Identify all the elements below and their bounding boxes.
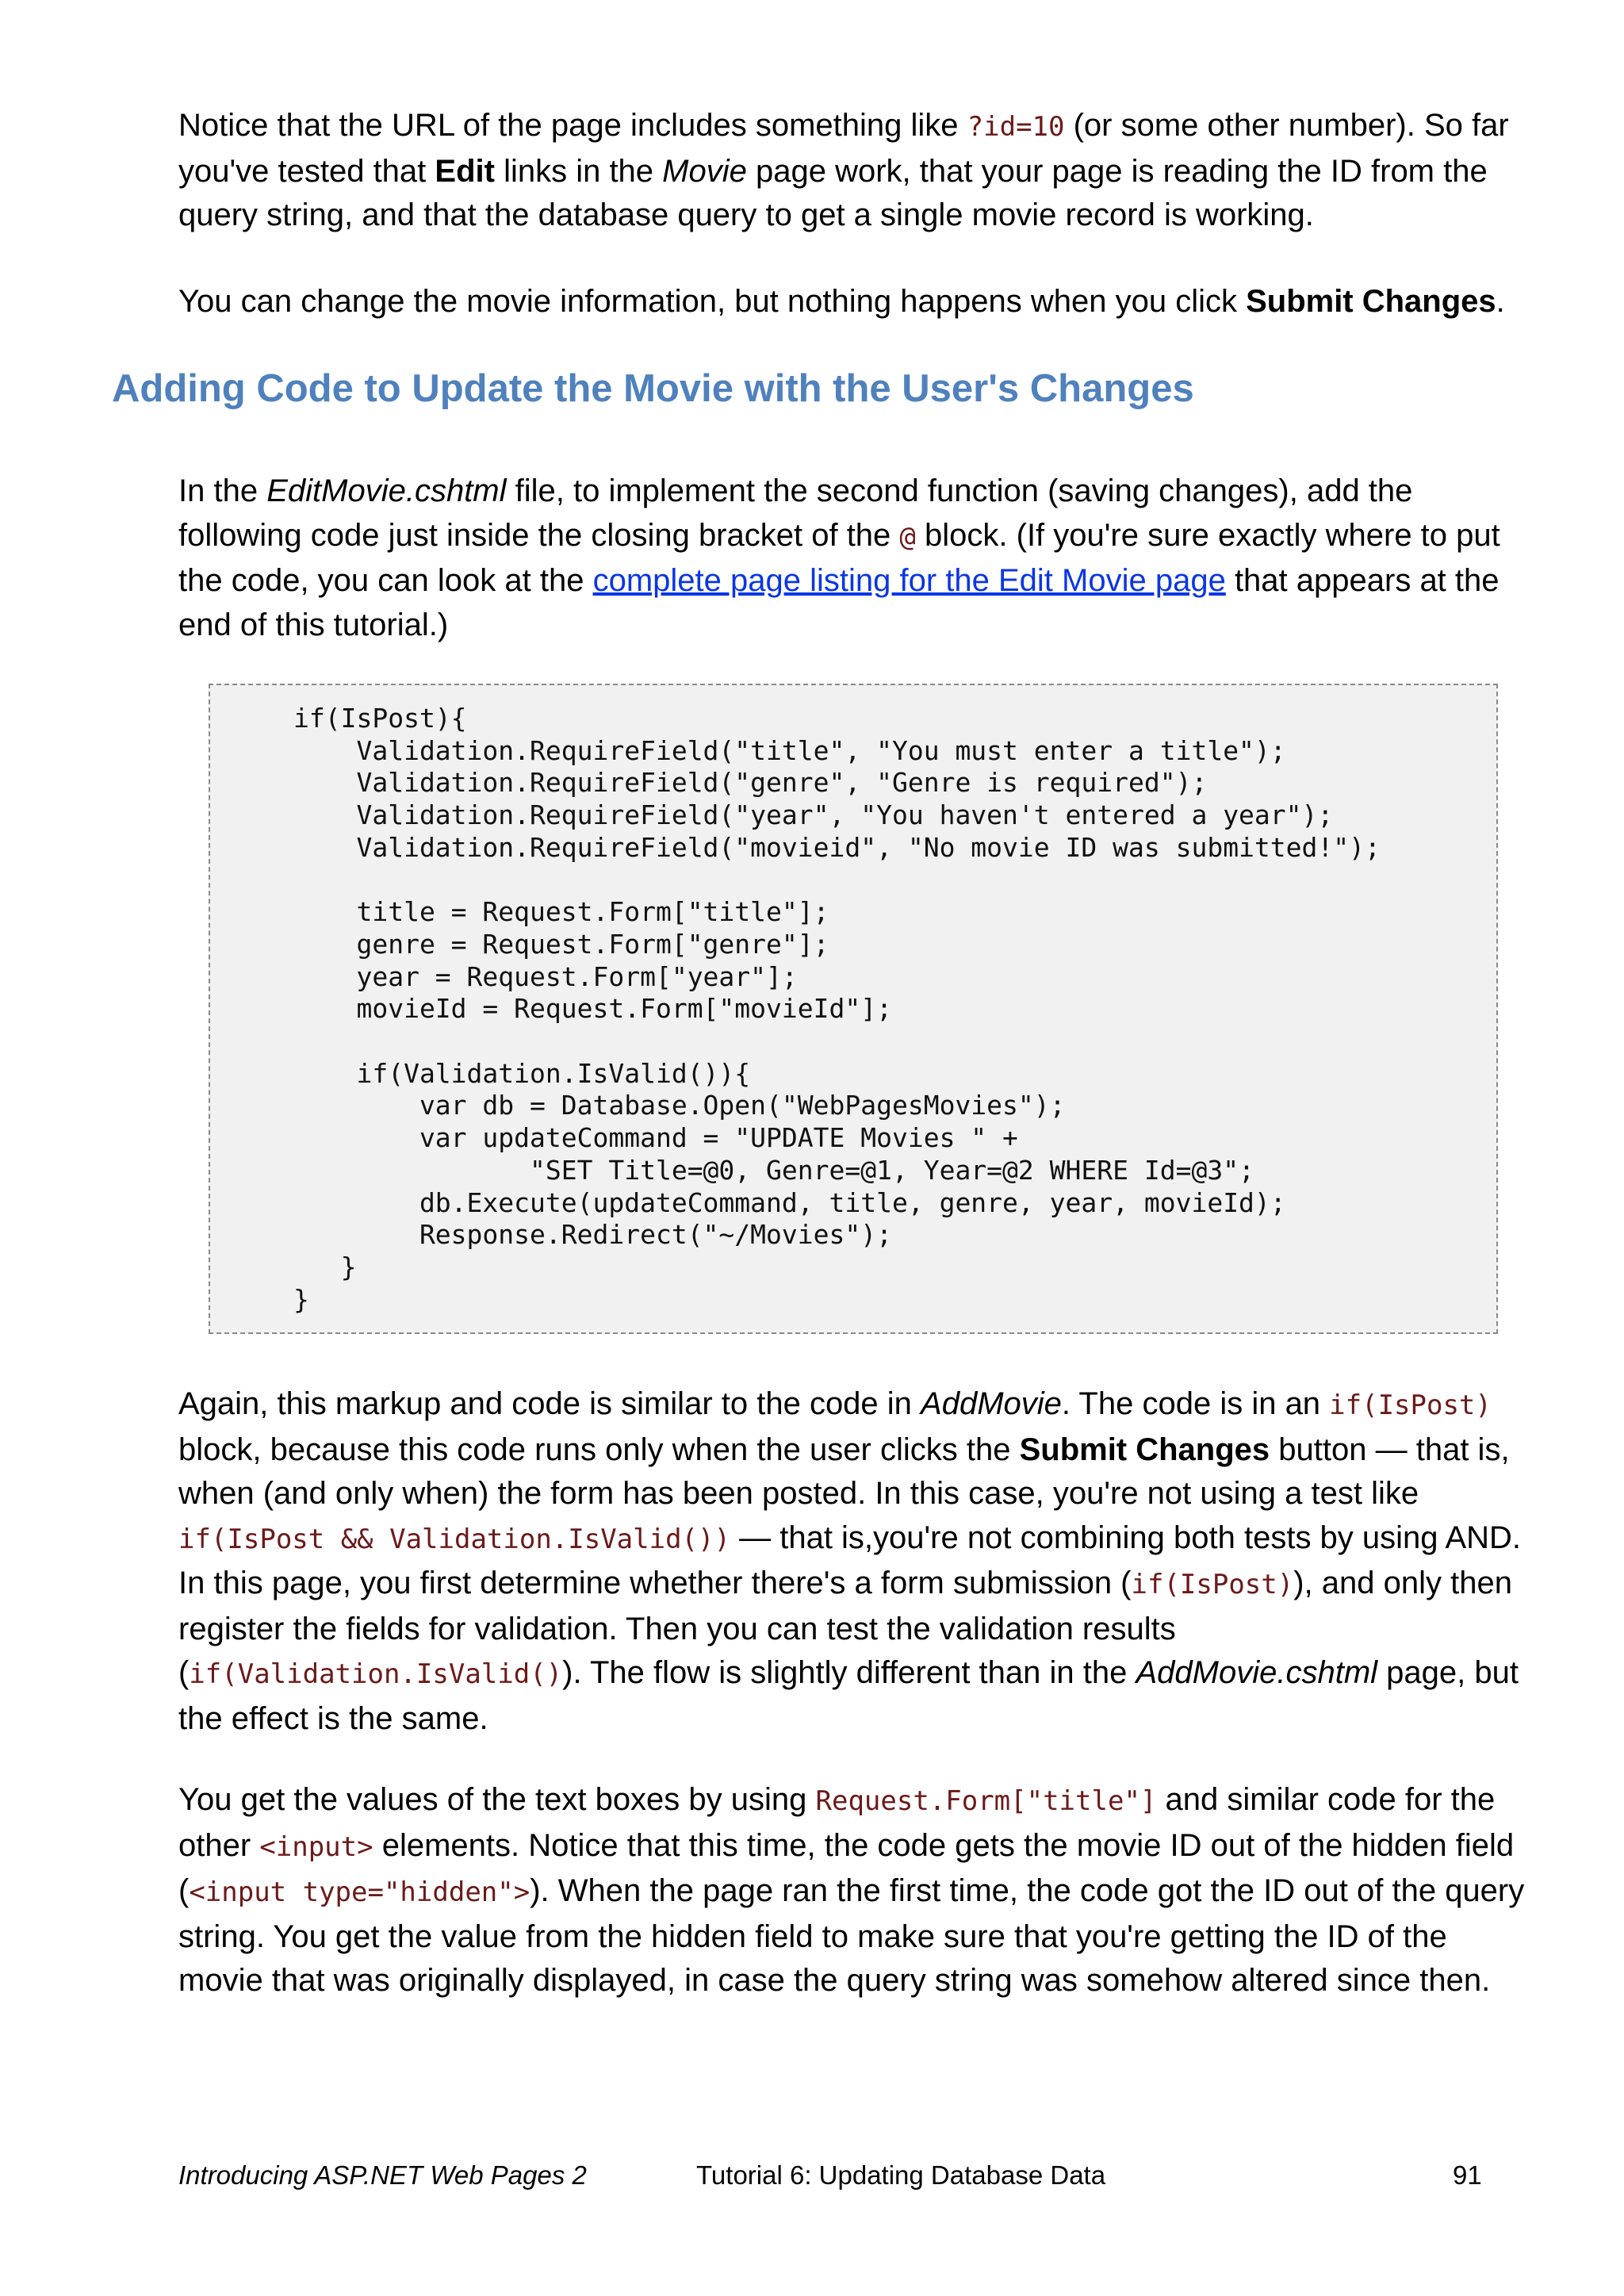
text: file, to implement the second function (saving changes), add the following code just inside the closing bracket of the: [178, 473, 1413, 553]
inline-code: <input type="hidden">: [189, 1876, 530, 1908]
italic-text: Movie: [662, 153, 747, 189]
text: that appears at the end of this tutorial.): [178, 563, 1500, 642]
complete-listing-link[interactable]: complete page listing for the Edit Movie page: [592, 563, 1226, 598]
text: ). When the page ran the first time, the code got the ID out of the query string. You get the value from the hidden field to make sure that you're getting the ID of the movie that was originally displayed, in case the query string was somehow altered since then.: [178, 1873, 1525, 1998]
footer-book-title: Introducing ASP.NET Web Pages 2: [178, 2160, 587, 2190]
text: You can change the movie information, but nothing happens when you click: [178, 284, 1247, 319]
text: You get the values of the text boxes by using: [178, 1782, 816, 1817]
bold-text: Edit: [435, 153, 495, 189]
inline-code: <input>: [259, 1830, 373, 1863]
text: page work, that your page is reading the ID from the query string, and that the database query to get a single movie record is working.: [178, 153, 1488, 232]
paragraph-edit-instructions: [178, 470, 1526, 647]
bold-text: Submit Changes: [1246, 284, 1496, 319]
italic-text: EditMovie.cshtml: [266, 473, 507, 508]
italic-text: AddMovie: [921, 1386, 1062, 1421]
code-block: [209, 684, 1498, 1334]
text: — that is,you're not combining both tests by using AND. In this page, you first determine whether there's a form submission (: [178, 1520, 1522, 1600]
bold-text: Submit Changes: [1019, 1432, 1270, 1467]
text: links in the: [494, 153, 663, 189]
code-listing: if(IsPost){ Validation.RequireField("title", "You must enter a title"); Validation.RequireField("genre", "Genre is required"); Validation.RequireField("year", "You haven't entered a year"); Validation.RequireField("movieid", "No movie ID was submitted!"); title = Request.Form["title"]; genre = Request.Form["genre"]; year = Request.Form["year"]; movieId = Request.Form["movieId"]; if(Validation.IsValid()){ var db = Database.Open("WebPagesMovies"); var updateCommand = "UPDATE Movies " + "SET Title=@0, Genre=@1, Year=@2 WHERE Id=@3"; db.Execute(updateCommand, title, genre, year, movieId); Response.Redirect("~/Movies"); } }: [293, 703, 1381, 1315]
paragraph-url-notice: [178, 104, 1526, 238]
paragraph-code-explanation: [178, 1382, 1526, 1741]
text: block, because this code runs only when the user clicks the: [178, 1432, 1020, 1467]
text: and similar code for the other: [178, 1782, 1496, 1863]
footer-chapter-title: Tutorial 6: Updating Database Data: [696, 2160, 1106, 2190]
text: elements. Notice that this time, the code gets the movie ID out of the hidden field (: [178, 1827, 1515, 1908]
text: . The code is in an: [1061, 1386, 1330, 1421]
inline-code: if(Validation.IsValid(): [189, 1658, 563, 1690]
inline-code: Request.Form["title"]: [815, 1785, 1157, 1817]
paragraph-request-form: [178, 1778, 1526, 2003]
text: ). The flow is slightly different than in the: [562, 1655, 1136, 1690]
section-heading: Adding Code to Update the Movie with the User's Changes: [112, 367, 1194, 410]
text: Notice that the URL of the page includes something like: [178, 108, 967, 143]
text: (or some other number). So far you've tested that: [178, 108, 1509, 189]
inline-code: if(IsPost): [1329, 1389, 1492, 1421]
italic-text: AddMovie.cshtml: [1136, 1655, 1378, 1690]
text: Again, this markup and code is similar to the code in: [178, 1386, 921, 1421]
page-number: 91: [1453, 2160, 1482, 2190]
paragraph-submit-notice: [178, 280, 1526, 324]
text: button — that is, when (and only when) the form has been posted. In this case, you're not using a test like: [178, 1432, 1510, 1511]
inline-code: if(IsPost): [1131, 1569, 1294, 1600]
text: ), and only then register the fields for validation. Then you can test the validation results (: [178, 1566, 1512, 1690]
text: page, but the effect is the same.: [178, 1655, 1519, 1736]
text: .: [1496, 284, 1505, 319]
inline-code: @: [899, 520, 916, 553]
text: block. (If you're sure exactly where to put the code, you can look at the: [178, 517, 1500, 598]
inline-code: ?id=10: [967, 111, 1065, 143]
text: In the: [178, 473, 267, 508]
inline-code: if(IsPost && Validation.IsValid()): [178, 1523, 730, 1555]
